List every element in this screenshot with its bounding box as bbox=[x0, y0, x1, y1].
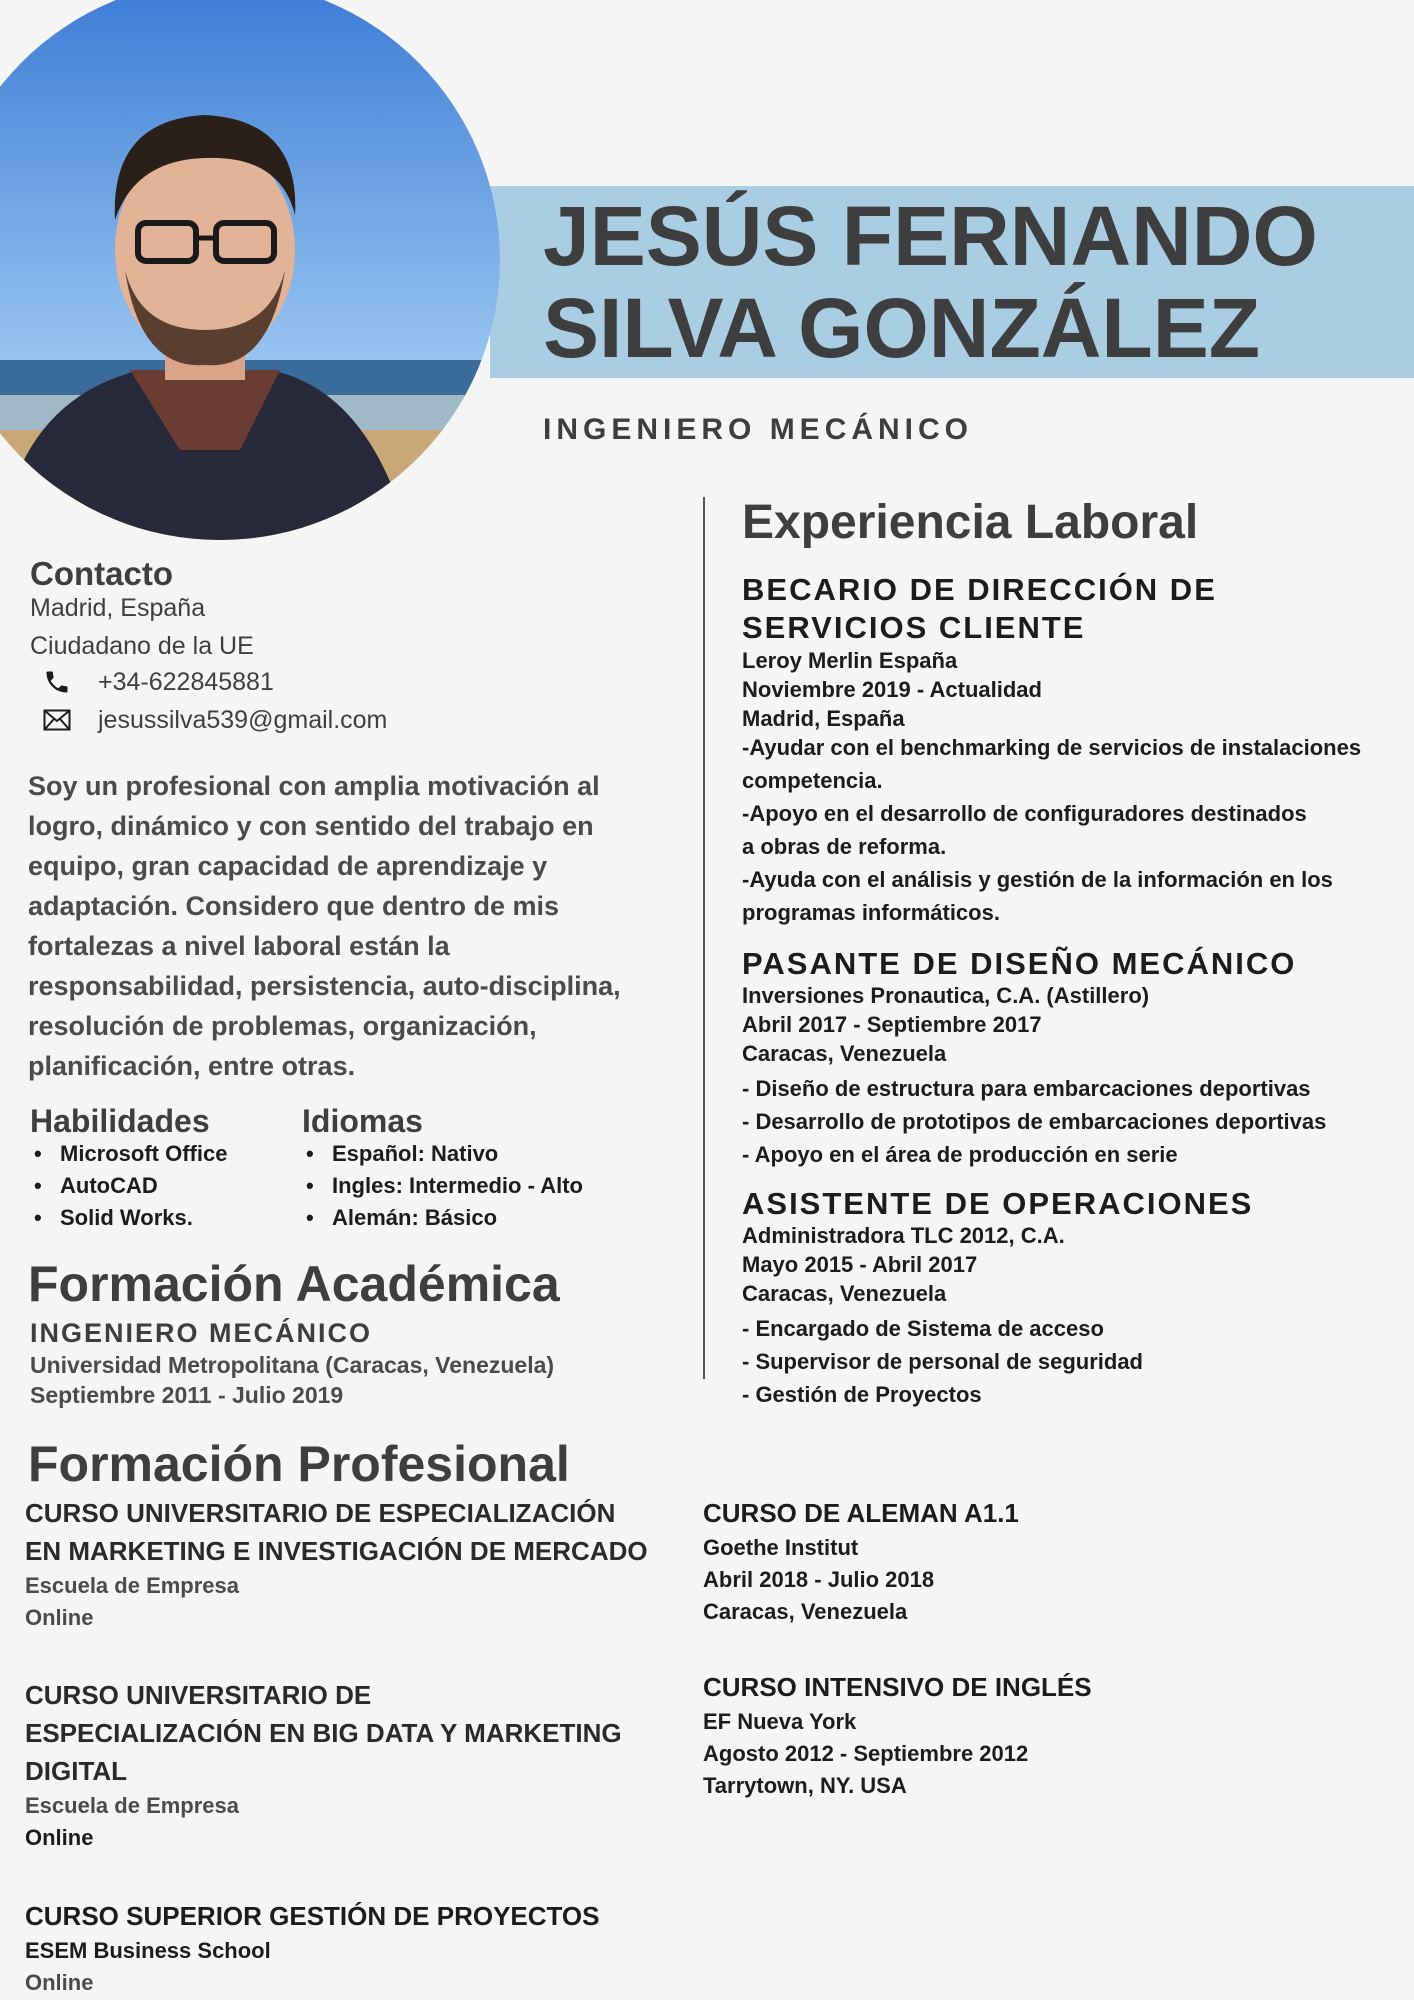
job-desc-line: - Desarrollo de prototipos de embarcaciones deportivas bbox=[742, 1109, 1327, 1134]
job-role: INGENIERO MECÁNICO bbox=[543, 413, 974, 446]
course-4 bbox=[703, 1494, 1019, 1628]
full-name bbox=[543, 190, 1318, 374]
envelope-icon bbox=[40, 705, 74, 735]
course-title-line: CURSO INTENSIVO DE INGLÉS bbox=[703, 1672, 1092, 1702]
profile-summary: Soy un profesional con amplia motivación al logro, dinámico y con sentido del trabajo en equipo, gran capacidad de aprendizaje y adaptación. Considero que dentro de mis fortalezas a nivel laboral están la responsabilidad, persistencia, auto-disciplina, resolución de problemas, organización, planificación, entre otras. bbox=[28, 771, 621, 1081]
academic-dates: Septiembre 2011 - Julio 2019 bbox=[30, 1382, 344, 1408]
job-desc-line: - Supervisor de personal de seguridad bbox=[742, 1349, 1143, 1374]
course-mode: Online bbox=[25, 1970, 94, 1995]
list-item: • Ingles: Intermedio - Alto bbox=[302, 1170, 583, 1202]
course-title-line: CURSO UNIVERSITARIO DE ESPECIALIZACIÓN bbox=[25, 1498, 616, 1528]
academic-school: Universidad Metropolitana (Caracas, Venezuela) bbox=[30, 1352, 555, 1378]
skills-title: Habilidades bbox=[30, 1103, 210, 1139]
academic-title: Formación Académica bbox=[28, 1256, 560, 1312]
course-dates: Agosto 2012 - Septiembre 2012 bbox=[703, 1741, 1029, 1766]
course-title-line: ESPECIALIZACIÓN EN BIG DATA Y MARKETING bbox=[25, 1718, 622, 1748]
job-title bbox=[742, 1185, 1253, 1223]
contact-email-row bbox=[40, 705, 387, 735]
job-desc-line: competencia. bbox=[742, 768, 883, 793]
course-1 bbox=[25, 1494, 648, 1634]
course-2 bbox=[25, 1676, 622, 1854]
job-title-line: ASISTENTE DE OPERACIONES bbox=[742, 1186, 1254, 1221]
professional-title: Formación Profesional bbox=[28, 1436, 570, 1492]
course-place: Tarrytown, NY. USA bbox=[703, 1773, 907, 1798]
academic-degree: INGENIERO MECÁNICO bbox=[30, 1318, 373, 1348]
course-school: EF Nueva York bbox=[703, 1709, 857, 1734]
experience-title: Experiencia Laboral bbox=[742, 496, 1199, 549]
job-desc-line: -Apoyo en el desarrollo de configuradores destinados bbox=[742, 801, 1307, 826]
job-desc-line: -Ayuda con el análisis y gestión de la información en los bbox=[742, 867, 1333, 892]
course-school: Escuela de Empresa bbox=[25, 1573, 240, 1598]
profile-photo bbox=[0, 0, 500, 540]
phone-icon bbox=[40, 667, 74, 697]
job-desc-line: - Diseño de estructura para embarcaciones deportivas bbox=[742, 1076, 1311, 1101]
skills-list bbox=[30, 1138, 227, 1234]
languages-list bbox=[302, 1138, 583, 1234]
contact-title: Contacto bbox=[30, 555, 173, 592]
list-item: • Solid Works. bbox=[30, 1202, 227, 1234]
course-mode: Online bbox=[25, 1605, 94, 1630]
job-title-line: BECARIO DE DIRECCIÓN DE bbox=[742, 572, 1217, 607]
job-description bbox=[742, 1072, 1382, 1171]
job-place: Madrid, España bbox=[742, 706, 905, 731]
contact-email[interactable]: jesussilva539@gmail.com bbox=[98, 705, 388, 734]
job-desc-line: -Ayudar con el benchmarking de servicios de instalaciones bbox=[742, 735, 1362, 760]
job-desc-line: - Gestión de Proyectos bbox=[742, 1382, 982, 1407]
job-desc-line: - Apoyo en el área de producción en serie bbox=[742, 1142, 1178, 1167]
job-title-line: SERVICIOS CLIENTE bbox=[742, 610, 1086, 645]
course-title-line: CURSO UNIVERSITARIO DE bbox=[25, 1680, 372, 1710]
job-title bbox=[742, 945, 1296, 983]
job-place: Caracas, Venezuela bbox=[742, 1281, 947, 1306]
list-item: • AutoCAD bbox=[30, 1170, 227, 1202]
course-title-line: CURSO SUPERIOR GESTIÓN DE PROYECTOS bbox=[25, 1901, 600, 1931]
job-company: Administradora TLC 2012, C.A. bbox=[742, 1223, 1065, 1248]
job-description bbox=[742, 731, 1382, 929]
course-school: Goethe Institut bbox=[703, 1535, 859, 1560]
contact-citizenship: Ciudadano de la UE bbox=[30, 632, 254, 660]
list-item: • Español: Nativo bbox=[302, 1138, 583, 1170]
job-title bbox=[742, 571, 1217, 647]
languages-title: Idiomas bbox=[302, 1103, 423, 1139]
course-school: ESEM Business School bbox=[25, 1938, 271, 1963]
job-title-line: PASANTE DE DISEÑO MECÁNICO bbox=[742, 946, 1297, 981]
job-description bbox=[742, 1312, 1382, 1411]
job-company: Inversiones Pronautica, C.A. (Astillero) bbox=[742, 983, 1150, 1008]
course-place: Caracas, Venezuela bbox=[703, 1599, 908, 1624]
course-title-line: DIGITAL bbox=[25, 1756, 128, 1786]
course-title-line: EN MARKETING E INVESTIGACIÓN DE MERCADO bbox=[25, 1536, 648, 1566]
job-dates: Mayo 2015 - Abril 2017 bbox=[742, 1252, 978, 1277]
contact-phone[interactable]: +34-622845881 bbox=[98, 667, 274, 696]
job-company: Leroy Merlin España bbox=[742, 648, 958, 673]
name-line-2: SILVA GONZÁLEZ bbox=[543, 281, 1261, 375]
course-school: Escuela de Empresa bbox=[25, 1793, 240, 1818]
job-desc-line: programas informáticos. bbox=[742, 900, 1000, 925]
job-place: Caracas, Venezuela bbox=[742, 1041, 947, 1066]
job-dates: Abril 2017 - Septiembre 2017 bbox=[742, 1012, 1042, 1037]
column-divider bbox=[703, 497, 705, 1379]
contact-city: Madrid, España bbox=[30, 594, 206, 622]
list-item: • Alemán: Básico bbox=[302, 1202, 583, 1234]
job-desc-line: - Encargado de Sistema de acceso bbox=[742, 1316, 1104, 1341]
contact-phone-row bbox=[40, 667, 274, 697]
course-mode: Online bbox=[25, 1825, 94, 1850]
course-3 bbox=[25, 1897, 600, 1999]
course-dates: Abril 2018 - Julio 2018 bbox=[703, 1567, 935, 1592]
job-dates: Noviembre 2019 - Actualidad bbox=[742, 677, 1042, 702]
name-line-1: JESÚS FERNANDO bbox=[543, 189, 1318, 283]
course-title-line: CURSO DE ALEMAN A1.1 bbox=[703, 1498, 1019, 1528]
list-item: • Microsoft Office bbox=[30, 1138, 227, 1170]
course-5 bbox=[703, 1668, 1092, 1802]
job-desc-line: a obras de reforma. bbox=[742, 834, 947, 859]
